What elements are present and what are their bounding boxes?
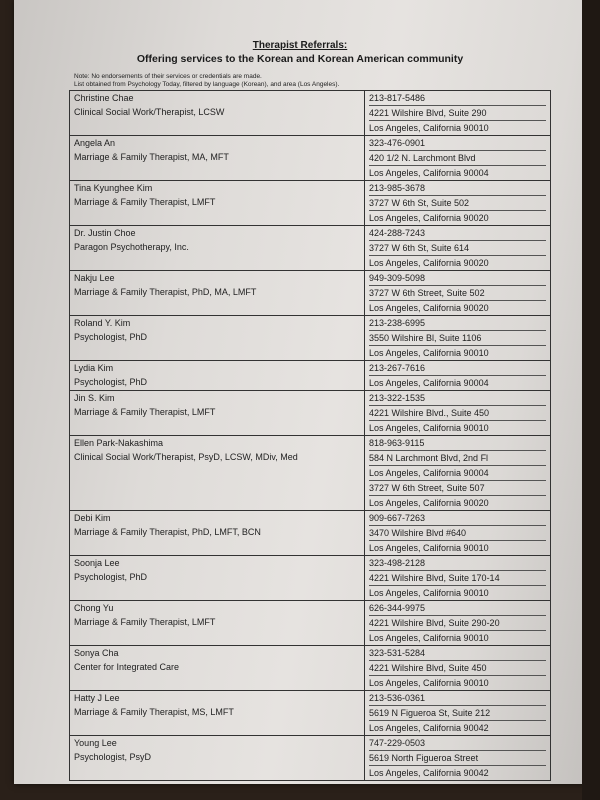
therapist-cell <box>70 181 365 226</box>
contact-cell <box>365 691 551 736</box>
therapist-name: Christine Chae <box>74 93 134 103</box>
contact-cell <box>365 226 551 271</box>
therapist-credential: Marriage & Family Therapist, PhD, LMFT, BCN <box>74 527 261 537</box>
table-row <box>70 646 551 691</box>
address-line: 3727 W 6th St, Suite 502 <box>369 196 546 211</box>
contact-cell <box>365 91 551 136</box>
address-line: 3727 W 6th St, Suite 614 <box>369 241 546 256</box>
therapist-credential: Psychologist, PsyD <box>74 752 152 762</box>
therapist-name: Jin S. Kim <box>74 393 115 403</box>
therapist-cell <box>70 601 365 646</box>
address-line: 4221 Wilshire Blvd, Suite 290-20 <box>369 616 546 631</box>
notes <box>74 73 339 89</box>
therapist-cell <box>70 436 365 511</box>
address-line: 3727 W 6th Street, Suite 507 <box>369 481 546 496</box>
therapist-cell <box>70 691 365 736</box>
table-row <box>70 361 551 391</box>
therapist-cell <box>70 511 365 556</box>
contact-cell <box>365 181 551 226</box>
paper-sheet <box>14 0 586 784</box>
phone-number: 626-344-9975 <box>369 601 546 616</box>
page-subtitle: Offering services to the Korean and Korean American community <box>136 53 464 65</box>
therapist-credential: Clinical Social Work/Therapist, PsyD, LCSW, MDiv, Med <box>74 452 298 462</box>
phone-number: 323-476-0901 <box>369 136 546 151</box>
address-line: 3470 Wilshire Blvd #640 <box>369 526 546 541</box>
phone-number: 909-667-7263 <box>369 511 546 526</box>
phone-number: 323-531-5284 <box>369 646 546 661</box>
therapist-credential: Psychologist, PhD <box>74 377 148 387</box>
contact-cell <box>365 391 551 436</box>
note-source: List obtained from Psychology Today, filtered by language (Korean), and area (Los Angeles). <box>74 81 340 88</box>
therapist-name: Tina Kyunghee Kim <box>74 183 153 193</box>
address-line: Los Angeles, California 90020 <box>369 258 489 268</box>
address-line: Los Angeles, California 90004 <box>369 466 546 481</box>
therapist-cell <box>70 646 365 691</box>
therapist-credential: Marriage & Family Therapist, MS, LMFT <box>74 707 234 717</box>
contact-cell <box>365 316 551 361</box>
therapist-name: Angela An <box>74 138 116 148</box>
therapist-name: Nakju Lee <box>74 273 115 283</box>
therapist-cell <box>70 556 365 601</box>
phone-number: 213-536-0361 <box>369 691 546 706</box>
therapist-name: Debi Kim <box>74 513 111 523</box>
therapist-name: Hatty J Lee <box>74 693 120 703</box>
address-line: Los Angeles, California 90010 <box>369 678 489 688</box>
contact-cell <box>365 136 551 181</box>
therapist-cell <box>70 91 365 136</box>
address-line: Los Angeles, California 90042 <box>369 768 489 778</box>
therapist-cell <box>70 226 365 271</box>
therapist-credential: Marriage & Family Therapist, LMFT <box>74 407 216 417</box>
address-line: Los Angeles, California 90020 <box>369 498 489 508</box>
table-row <box>70 691 551 736</box>
table-row <box>70 511 551 556</box>
note-disclaimer: Note: No endorsements of their services or credentials are made. <box>74 73 262 80</box>
table-row <box>70 181 551 226</box>
therapist-cell <box>70 736 365 781</box>
table-row <box>70 601 551 646</box>
address-line: 4221 Wilshire Blvd., Suite 450 <box>369 406 546 421</box>
phone-number: 747-229-0503 <box>369 736 546 751</box>
address-line: 420 1/2 N. Larchmont Blvd <box>369 151 546 166</box>
therapist-name: Chong Yu <box>74 603 114 613</box>
referral-table-body <box>70 91 551 781</box>
therapist-name: Lydia Kim <box>74 363 114 373</box>
table-row <box>70 91 551 136</box>
address-line: 3550 Wilshire Bl, Suite 1106 <box>369 331 546 346</box>
address-line: Los Angeles, California 90010 <box>369 633 489 643</box>
address-line: 3727 W 6th Street, Suite 502 <box>369 286 546 301</box>
phone-number: 213-817-5486 <box>369 91 546 106</box>
address-line: Los Angeles, California 90020 <box>369 213 489 223</box>
contact-cell <box>365 436 551 511</box>
address-line: Los Angeles, California 90010 <box>369 588 489 598</box>
contact-cell <box>365 511 551 556</box>
address-line: 4221 Wilshire Blvd, Suite 290 <box>369 106 546 121</box>
therapist-credential: Marriage & Family Therapist, LMFT <box>74 617 216 627</box>
table-row <box>70 391 551 436</box>
address-line: Los Angeles, California 90004 <box>369 378 489 388</box>
table-row <box>70 436 551 511</box>
therapist-name: Sonya Cha <box>74 648 119 658</box>
phone-number: 424-288-7243 <box>369 226 546 241</box>
address-line: Los Angeles, California 90004 <box>369 168 489 178</box>
phone-number: 213-238-6995 <box>369 316 546 331</box>
background-shadow <box>582 0 600 800</box>
contact-cell <box>365 556 551 601</box>
table-row <box>70 736 551 781</box>
therapist-credential: Psychologist, PhD <box>74 332 148 342</box>
address-line: 4221 Wilshire Blvd, Suite 170-14 <box>369 571 546 586</box>
phone-number: 213-322-1535 <box>369 391 546 406</box>
table-row <box>70 316 551 361</box>
title-block <box>14 40 586 66</box>
address-line: 5619 North Figueroa Street <box>369 751 546 766</box>
table-row <box>70 136 551 181</box>
address-line: Los Angeles, California 90010 <box>369 423 489 433</box>
therapist-credential: Marriage & Family Therapist, LMFT <box>74 197 216 207</box>
therapist-name: Roland Y. Kim <box>74 318 131 328</box>
phone-number: 213-985-3678 <box>369 181 546 196</box>
phone-number: 213-267-7616 <box>369 361 546 376</box>
therapist-credential: Marriage & Family Therapist, MA, MFT <box>74 152 229 162</box>
therapist-credential: Marriage & Family Therapist, PhD, MA, LMFT <box>74 287 257 297</box>
table-row <box>70 271 551 316</box>
therapist-credential: Paragon Psychotherapy, Inc. <box>74 242 189 252</box>
contact-cell <box>365 361 551 391</box>
therapist-cell <box>70 361 365 391</box>
therapist-cell <box>70 316 365 361</box>
address-line: 4221 Wilshire Blvd, Suite 450 <box>369 661 546 676</box>
phone-number: 949-309-5098 <box>369 271 546 286</box>
therapist-name: Ellen Park-Nakashima <box>74 438 164 448</box>
table-row <box>70 556 551 601</box>
page-title: Therapist Referrals: <box>252 40 348 51</box>
therapist-credential: Center for Integrated Care <box>74 662 180 672</box>
address-line: Los Angeles, California 90010 <box>369 123 489 133</box>
contact-cell <box>365 646 551 691</box>
therapist-name: Young Lee <box>74 738 117 748</box>
address-line: 5619 N Figueroa St, Suite 212 <box>369 706 546 721</box>
therapist-credential: Psychologist, PhD <box>74 572 148 582</box>
therapist-cell <box>70 271 365 316</box>
contact-cell <box>365 601 551 646</box>
therapist-credential: Clinical Social Work/Therapist, LCSW <box>74 107 225 117</box>
address-line: Los Angeles, California 90010 <box>369 348 489 358</box>
referral-table <box>69 90 551 781</box>
therapist-cell <box>70 136 365 181</box>
contact-cell <box>365 736 551 781</box>
therapist-cell <box>70 391 365 436</box>
address-line: Los Angeles, California 90042 <box>369 723 489 733</box>
phone-number: 818-963-9115 <box>369 436 546 451</box>
table-row <box>70 226 551 271</box>
therapist-name: Soonja Lee <box>74 558 120 568</box>
address-line: Los Angeles, California 90020 <box>369 303 489 313</box>
phone-number: 323-498-2128 <box>369 556 546 571</box>
address-line: 584 N Larchmont Blvd, 2nd Fl <box>369 451 546 466</box>
contact-cell <box>365 271 551 316</box>
therapist-name: Dr. Justin Choe <box>74 228 136 238</box>
address-line: Los Angeles, California 90010 <box>369 543 489 553</box>
